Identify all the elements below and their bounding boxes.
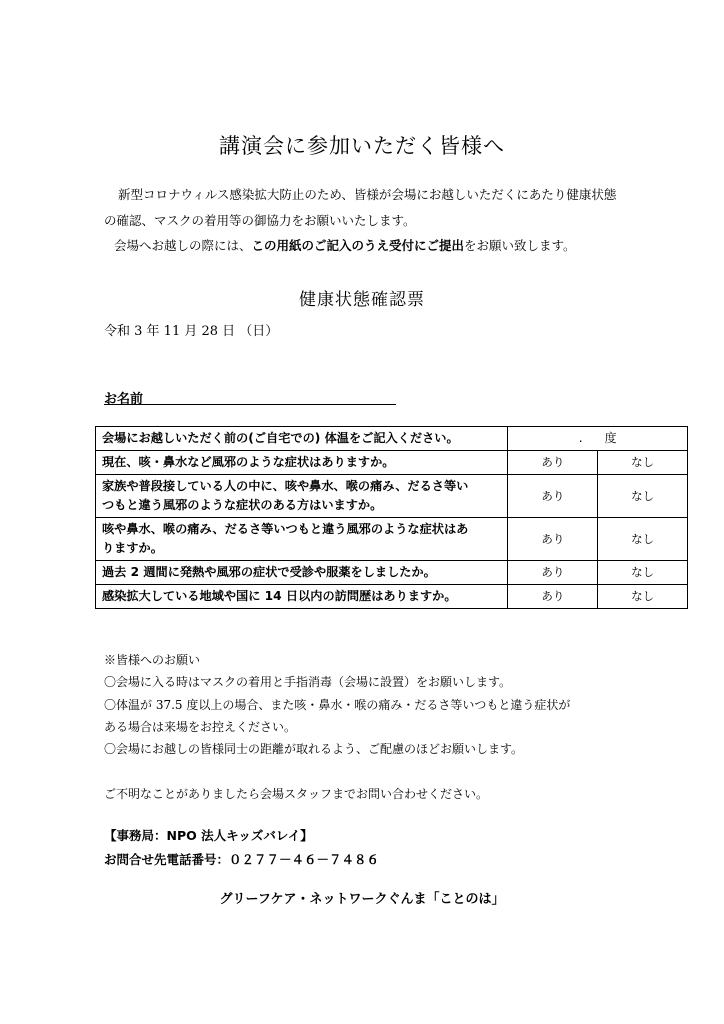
table-row	[96, 427, 688, 451]
question-line: 感染拡大している地域や国に 14 日以内の訪問歴はありますか。	[102, 589, 457, 603]
temperature-unit: 度	[604, 431, 617, 445]
answer-yes[interactable]: あり	[508, 518, 598, 561]
contact-note: ご不明なことがありましたら会場スタッフまでお問い合わせください。	[104, 787, 489, 801]
notes-heading: ※皆様へのお願い	[104, 653, 201, 667]
intro-line-3-suffix: をお願い致します。	[464, 238, 576, 253]
table-row	[96, 451, 688, 475]
intro-line-3-prefix: 会場へお越しの際には、	[114, 238, 252, 253]
answer-yes[interactable]: あり	[508, 561, 598, 585]
question	[96, 451, 508, 475]
office-phone: お問合せ先電話番号：０２７７－４６－７４８６	[104, 852, 380, 867]
answer-no[interactable]: なし	[598, 475, 688, 518]
intro-line-3-emphasis: この用紙のご記入のうえ受付にご提出	[251, 238, 465, 253]
question	[96, 585, 508, 609]
form-title: 健康状態確認票	[299, 290, 425, 310]
temperature-field[interactable]	[508, 427, 688, 451]
name-label: お名前	[104, 392, 144, 407]
notes-item-2-line-2: ある場合は来場をお控えください。	[104, 720, 297, 734]
table-row	[96, 585, 688, 609]
table-row	[96, 518, 688, 561]
notes-item-1: 〇会場に入る時はマスクの着用と手指消毒（会場に設置）をお願いします。	[104, 675, 512, 689]
intro-line-1: 新型コロナウィルス感染拡大防止のため、皆様が会場にお越しいただくにあたり健康状態	[118, 187, 617, 202]
intro-line-3	[114, 236, 576, 254]
answer-no[interactable]: なし	[598, 451, 688, 475]
question-line: 咳や鼻水、喉の痛み、だるさ等いつもと違う風邪のような症状はあ	[102, 522, 469, 536]
temperature-decimal-point: .	[578, 431, 583, 445]
notes-item-2-line-1: 〇体温が 37.5 度以上の場合、また咳・鼻水・喉の痛み・だるさ等いつもと違う症状が	[104, 698, 571, 712]
answer-yes[interactable]: あり	[508, 475, 598, 518]
answer-yes[interactable]: あり	[508, 451, 598, 475]
page-title: 講演会に参加いただく皆様へ	[219, 134, 505, 158]
question-line: つもと違う風邪のような症状のある方はいますか。	[102, 498, 383, 512]
question-line: 家族や普段接している人の中に、咳や鼻水、喉の痛み、だるさ等い	[102, 479, 469, 493]
answer-no[interactable]: なし	[598, 561, 688, 585]
question	[96, 475, 508, 518]
temperature-question: 会場にお越しいただく前の(ご自宅での) 体温をご記入ください。	[96, 427, 508, 451]
table-row	[96, 475, 688, 518]
question-line: 現在、咳・鼻水など風邪のような症状はありますか。	[102, 455, 395, 469]
question-line: りますか。	[102, 541, 163, 555]
notes-item-3: 〇会場にお越しの皆様同士の距離が取れるよう、ご配慮のほどお願いします。	[104, 742, 524, 756]
office-name: 【事務局：NPO 法人キッズバレイ】	[104, 828, 313, 843]
organization-name: グリーフケア・ネットワークぐんま「ことのは」	[219, 892, 505, 907]
question-line: 過去 2 週間に発熱や風邪の症状で受診や服薬をしましたか。	[102, 565, 436, 579]
answer-no[interactable]: なし	[598, 518, 688, 561]
answer-yes[interactable]: あり	[508, 585, 598, 609]
date-line: 令和 3 年 11 月 28 日 （日）	[104, 324, 279, 339]
health-check-table	[95, 426, 688, 609]
question	[96, 561, 508, 585]
intro-line-2: の確認、マスクの着用等の御協力をお願いいたします。	[104, 213, 416, 228]
question	[96, 518, 508, 561]
name-field[interactable]	[104, 404, 396, 405]
table-row	[96, 561, 688, 585]
answer-no[interactable]: なし	[598, 585, 688, 609]
